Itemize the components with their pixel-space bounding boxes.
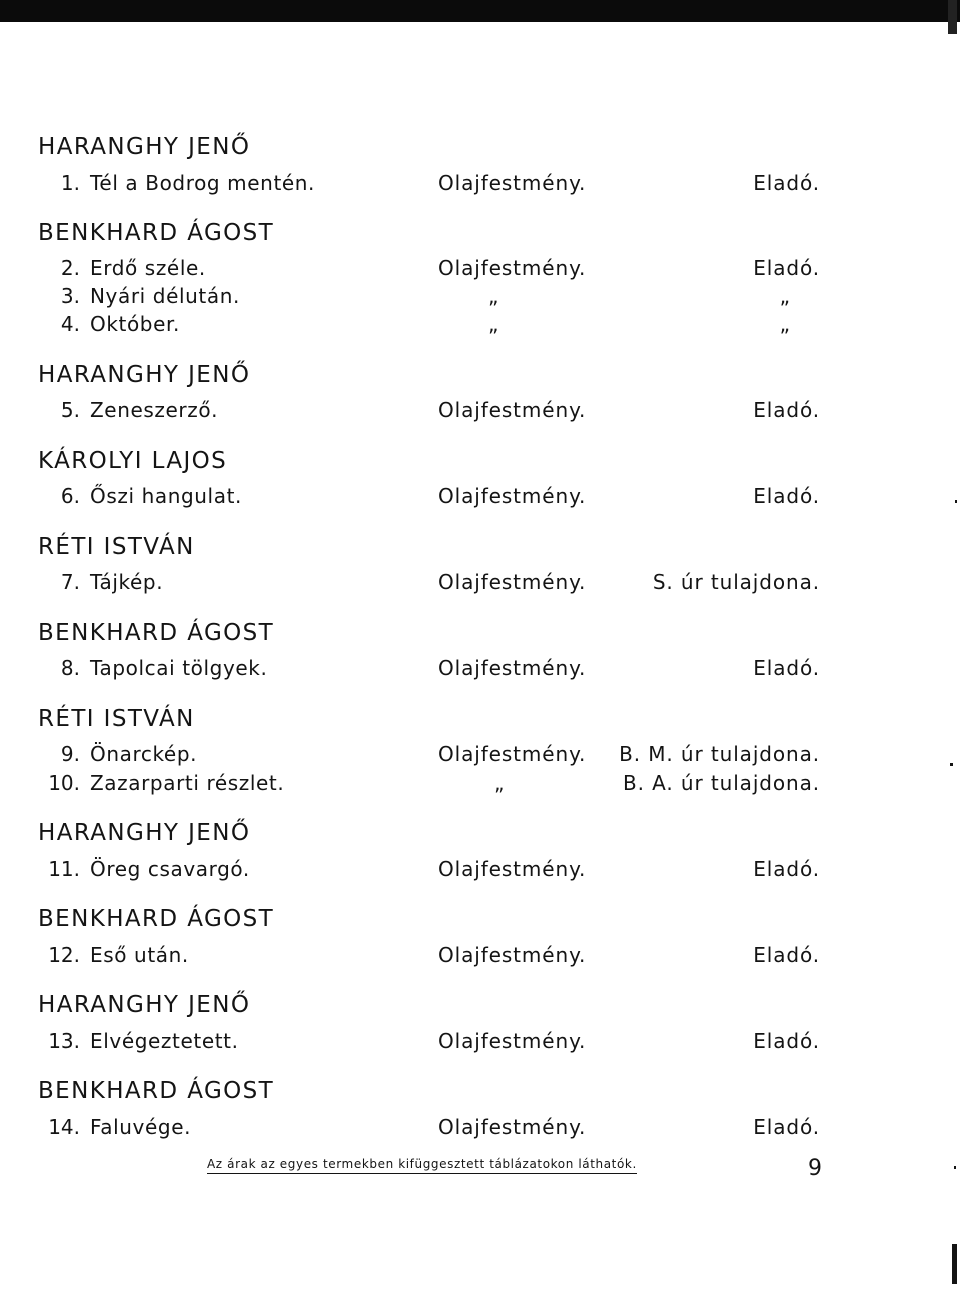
catalog-entry xyxy=(0,312,960,342)
artist-heading: HARANGHY JENŐ xyxy=(38,992,251,1018)
entry-number: 9. xyxy=(60,742,80,766)
entry-number: 13. xyxy=(48,1029,80,1053)
entry-status: Eladó. xyxy=(753,857,820,881)
entry-number: 3. xyxy=(60,284,80,308)
scan-edge-mark xyxy=(952,1244,957,1284)
entry-number: 6. xyxy=(60,484,80,508)
entry-status: Eladó. xyxy=(753,398,820,422)
entry-number: 5. xyxy=(60,398,80,422)
catalog-entry xyxy=(0,398,960,428)
entry-title: Öreg csavargó. xyxy=(90,857,250,881)
artist-heading: BENKHARD ÁGOST xyxy=(38,220,275,246)
page-number: 9 xyxy=(808,1156,822,1181)
entry-status: Eladó. xyxy=(753,1029,820,1053)
catalog-entry xyxy=(0,570,960,600)
artist-heading: KÁROLYI LAJOS xyxy=(38,448,228,474)
entry-medium: Olajfestmény. xyxy=(438,171,587,195)
catalog-entry xyxy=(0,171,960,201)
entry-number: 8. xyxy=(60,656,80,680)
entry-status: B. M. úr tulajdona. xyxy=(619,742,820,766)
scan-speck xyxy=(954,1166,956,1169)
catalog-entry xyxy=(0,771,960,801)
entry-medium: Olajfestmény. xyxy=(438,1115,587,1139)
entry-number: 12. xyxy=(48,943,80,967)
entry-number: 4. xyxy=(60,312,80,336)
artist-heading: RÉTI ISTVÁN xyxy=(38,534,195,560)
entry-title: Zazarparti részlet. xyxy=(90,771,285,795)
entry-status: Eladó. xyxy=(753,256,820,280)
entry-status: Eladó. xyxy=(753,1115,820,1139)
entry-medium: Olajfestmény. xyxy=(438,570,587,594)
entry-medium-ditto: „ xyxy=(488,284,499,308)
entry-medium: Olajfestmény. xyxy=(438,1029,587,1053)
price-note: Az árak az egyes termekben kifüggesztett táblázatokon láthatók. xyxy=(207,1157,637,1174)
entry-medium: Olajfestmény. xyxy=(438,256,587,280)
scan-speck xyxy=(950,763,953,766)
entry-title: Tél a Bodrog mentén. xyxy=(90,171,316,195)
catalog-entry xyxy=(0,742,960,772)
catalog-entry xyxy=(0,256,960,286)
catalog-entry xyxy=(0,656,960,686)
catalog-entry xyxy=(0,857,960,887)
entry-medium-ditto: „ xyxy=(488,312,499,336)
entry-title: Önarckép. xyxy=(90,742,198,766)
entry-status: S. úr tulajdona. xyxy=(652,570,820,594)
entry-medium: Olajfestmény. xyxy=(438,742,587,766)
entry-number: 14. xyxy=(48,1115,80,1139)
entry-medium-ditto: „ xyxy=(494,771,505,795)
catalog-entry xyxy=(0,1115,960,1145)
entry-title: Október. xyxy=(90,312,180,336)
artist-heading: RÉTI ISTVÁN xyxy=(38,706,195,732)
catalog-entry xyxy=(0,1029,960,1059)
entry-number: 2. xyxy=(60,256,80,280)
entry-medium: Olajfestmény. xyxy=(438,857,587,881)
entry-title: Zeneszerző. xyxy=(90,398,219,422)
entry-title: Elvégeztetett. xyxy=(90,1029,239,1053)
entry-title: Tapolcai tölgyek. xyxy=(90,656,268,680)
artist-heading: BENKHARD ÁGOST xyxy=(38,1078,275,1104)
entry-medium: Olajfestmény. xyxy=(438,656,587,680)
entry-title: Faluvége. xyxy=(90,1115,192,1139)
scan-speck xyxy=(955,500,957,503)
entry-status-ditto: „ xyxy=(779,284,790,308)
entry-title: Tájkép. xyxy=(90,570,164,594)
entry-medium: Olajfestmény. xyxy=(438,484,587,508)
entry-number: 7. xyxy=(60,570,80,594)
artist-heading: HARANGHY JENŐ xyxy=(38,820,251,846)
scan-edge-mark xyxy=(948,0,957,34)
entry-title: Eső után. xyxy=(90,943,189,967)
entry-title: Nyári délután. xyxy=(90,284,240,308)
artist-heading: HARANGHY JENŐ xyxy=(38,362,251,388)
catalog-entry xyxy=(0,943,960,973)
entry-medium: Olajfestmény. xyxy=(438,398,587,422)
entry-status: Eladó. xyxy=(753,171,820,195)
artist-heading: BENKHARD ÁGOST xyxy=(38,620,275,646)
artist-heading: HARANGHY JENŐ xyxy=(38,134,251,160)
entry-status: Eladó. xyxy=(753,943,820,967)
entry-status: B. A. úr tulajdona. xyxy=(623,771,820,795)
entry-number: 1. xyxy=(60,171,80,195)
catalog-entry xyxy=(0,284,960,314)
catalog-entry xyxy=(0,484,960,514)
entry-title: Őszi hangulat. xyxy=(90,484,242,508)
entry-medium: Olajfestmény. xyxy=(438,943,587,967)
entry-status: Eladó. xyxy=(753,484,820,508)
entry-number: 10. xyxy=(48,771,80,795)
entry-number: 11. xyxy=(48,857,80,881)
entry-status-ditto: „ xyxy=(779,312,790,336)
artist-heading: BENKHARD ÁGOST xyxy=(38,906,275,932)
entry-title: Erdő széle. xyxy=(90,256,206,280)
entry-status: Eladó. xyxy=(753,656,820,680)
